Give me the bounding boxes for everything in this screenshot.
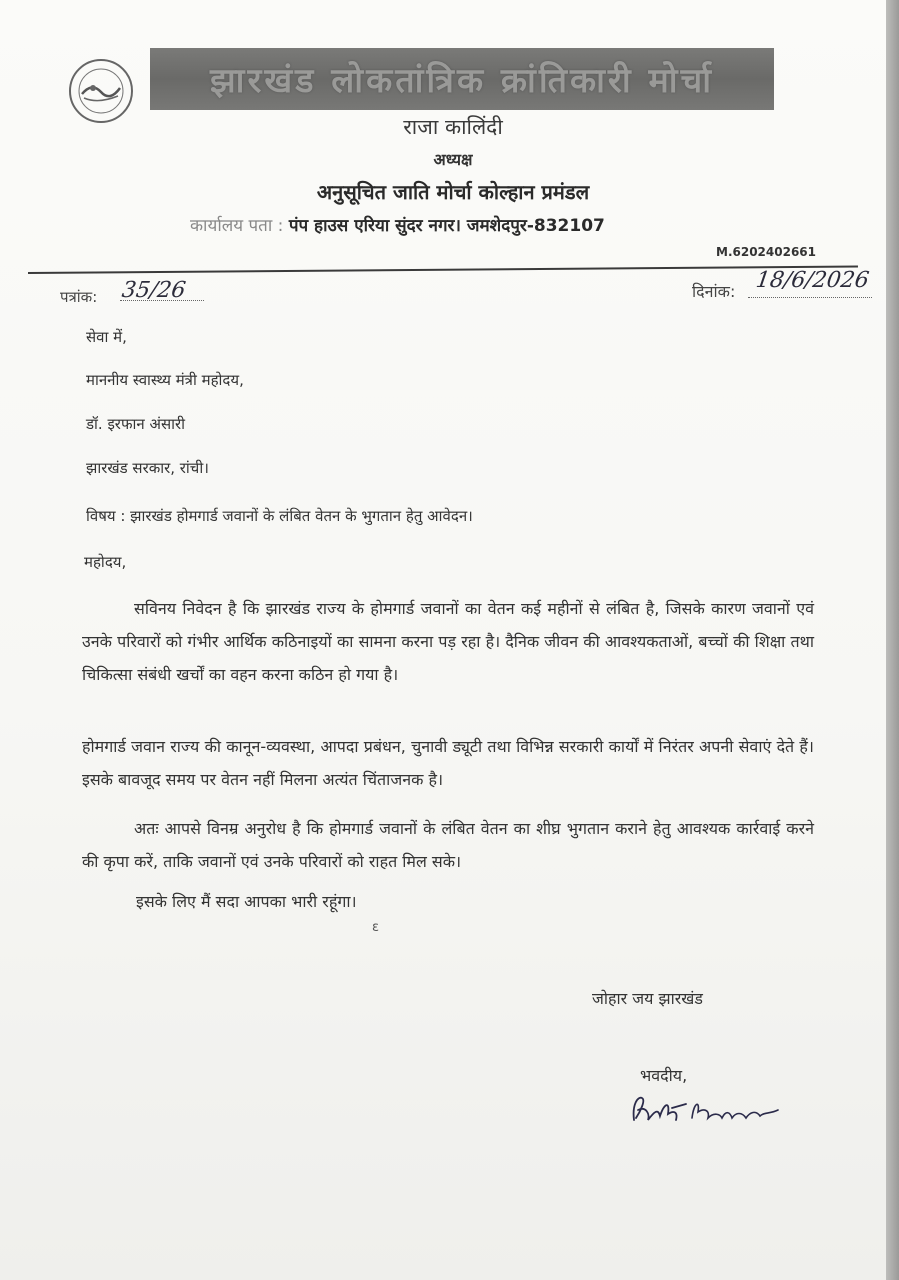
address-value: पंप हाउस एरिया सुंदर नगर। जमशेदपुर-832107 bbox=[288, 216, 605, 236]
division-title: अनुसूचित जाति मोर्चा कोल्हान प्रमंडल bbox=[316, 180, 590, 204]
date-label: दिनांक: bbox=[692, 282, 736, 301]
reference-dotted-line bbox=[120, 300, 204, 301]
address-label: कार्यालय पता : bbox=[190, 216, 284, 236]
recipient-line-4: झारखंड सरकार, रांची। bbox=[86, 459, 209, 477]
salutation: महोदय, bbox=[84, 553, 127, 571]
small-mark: ε bbox=[372, 920, 380, 935]
designation: अध्यक्ष bbox=[433, 150, 473, 169]
sign-off: भवदीय, bbox=[640, 1066, 688, 1085]
recipient-line-2: माननीय स्वास्थ्य मंत्री महोदय, bbox=[86, 371, 244, 389]
greeting: जोहार जय झारखंड bbox=[592, 989, 703, 1008]
office-address bbox=[190, 213, 605, 236]
body-paragraph-1: सविनय निवेदन है कि झारखंड राज्य के होमगार्ड जवानों का वेतन कई महीनों से लंबित है, जिसके कारण जवानों एवं उनके परिवारों को गंभीर आर्थिक कठिनाइयों का सामना करना पड़ रहा है। दैनिक जीवन की आवश्यकताओं, बच्चों की शिक्षा तथा चिकित्सा संबंधी खर्चों का वहन करना कठिन हो गया है। bbox=[82, 599, 814, 684]
mobile-number: M.6202402661 bbox=[716, 245, 816, 259]
subject-line: विषय : झारखंड होमगार्ड जवानों के लंबित वेतन के भुगतान हेतु आवेदन। bbox=[86, 507, 473, 525]
body-paragraph-3: अतः आपसे विनम्र अनुरोध है कि होमगार्ड जवानों के लंबित वेतन का शीघ्र भुगतान कराने हेतु आवश्यक कार्रवाई करने की कृपा करें, ताकि जवानों एवं उनके परिवारों को राहत मिल सके। bbox=[82, 819, 814, 871]
handwritten-signature bbox=[628, 1090, 784, 1128]
organization-banner: झारखंड लोकतांत्रिक क्रांतिकारी मोर्चा bbox=[150, 48, 774, 110]
recipient-line-3: डॉ. इरफान अंसारी bbox=[86, 415, 185, 433]
president-name: राजा कालिंदी bbox=[403, 115, 503, 139]
closing-line: इसके लिए मैं सदा आपका भारी रहूंगा। bbox=[136, 892, 357, 911]
recipient-line-1: सेवा में, bbox=[86, 328, 127, 346]
reference-number: 35/26 bbox=[120, 278, 188, 303]
reference-label: पत्रांक: bbox=[60, 288, 98, 306]
date-dotted-line bbox=[748, 297, 872, 298]
body-paragraph-2: होमगार्ड जवान राज्य की कानून-व्यवस्था, आपदा प्रबंधन, चुनावी ड्यूटी तथा विभिन्न सरकारी कार्यों में निरंतर अपनी सेवाएं देते हैं। इसके बावजूद समय पर वेतन नहीं मिलना अत्यंत चिंताजनक है। bbox=[82, 737, 814, 789]
date-value: 18/6/2026 bbox=[754, 268, 871, 293]
